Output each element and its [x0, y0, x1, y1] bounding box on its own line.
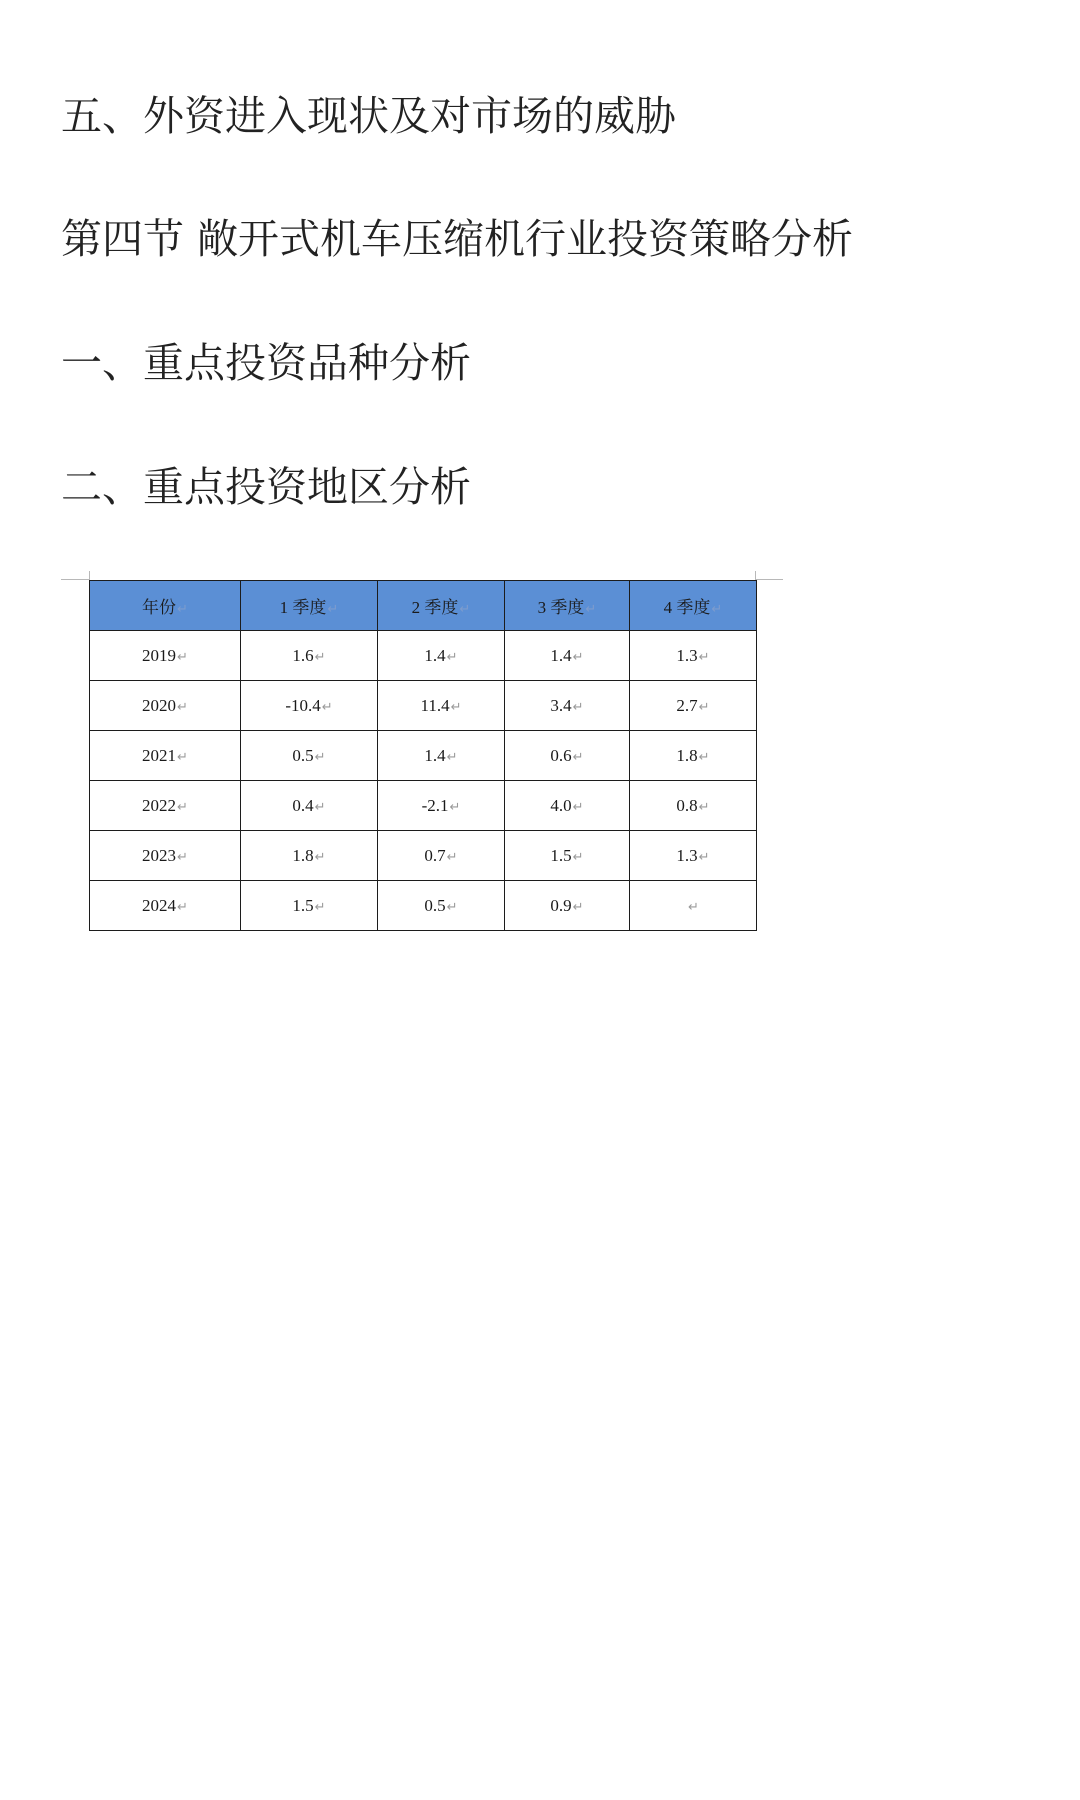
return-mark-icon: ↵	[698, 849, 710, 865]
return-mark-icon: ↵	[698, 749, 710, 765]
cell-text: 1.5	[292, 895, 314, 915]
year-cell	[90, 631, 241, 681]
cell-text: 4.0	[550, 795, 572, 815]
value-cell	[241, 881, 378, 931]
cell-text: 1.4	[550, 645, 572, 665]
value-cell	[630, 681, 757, 731]
return-mark-icon: ↵	[177, 749, 188, 765]
year-cell	[90, 781, 241, 831]
value-cell	[630, 831, 757, 881]
value-cell	[378, 631, 505, 681]
return-mark-icon: ↵	[572, 799, 584, 815]
column-header-label: 年份	[142, 598, 177, 617]
cell-text: 1.4	[424, 645, 446, 665]
cell-text: 1.5	[550, 845, 572, 865]
return-mark-icon: ↵	[177, 899, 188, 915]
return-mark-icon: ↵	[314, 849, 326, 865]
column-header	[241, 581, 378, 631]
column-header-label: 1 季度	[279, 598, 327, 617]
column-header	[90, 581, 241, 631]
cell-text: 1.6	[292, 645, 314, 665]
value-cell	[505, 681, 630, 731]
table-row	[90, 881, 757, 931]
cell-text: 3.4	[550, 695, 572, 715]
return-mark-icon: ↵	[314, 749, 326, 765]
cell-text: 1.4	[424, 745, 446, 765]
year-cell	[90, 881, 241, 931]
return-mark-icon: ↵	[446, 649, 458, 665]
crop-mark-left	[61, 579, 89, 580]
table-row	[90, 681, 757, 731]
return-mark-icon: ↵	[585, 602, 597, 617]
table-row	[90, 631, 757, 681]
year-cell	[90, 731, 241, 781]
cell-text: 0.5	[292, 745, 314, 765]
cell-text: 2.7	[676, 695, 698, 715]
crop-mark-left-vertical	[89, 571, 90, 580]
return-mark-icon: ↵	[177, 699, 188, 715]
value-cell	[505, 731, 630, 781]
cell-text: 2024	[142, 895, 177, 915]
column-header	[630, 581, 757, 631]
value-cell	[505, 831, 630, 881]
table-row	[90, 831, 757, 881]
value-cell	[241, 631, 378, 681]
cell-text: 1.8	[292, 845, 314, 865]
cell-text: 0.9	[550, 895, 572, 915]
cell-text: 2019	[142, 645, 177, 665]
cell-text: 2023	[142, 845, 177, 865]
crop-mark-right-vertical	[755, 571, 756, 580]
section-heading-foreign-capital: 五、外资进入现状及对市场的威胁	[61, 92, 676, 140]
column-header-label: 3 季度	[537, 598, 585, 617]
value-cell	[378, 881, 505, 931]
year-cell	[90, 831, 241, 881]
return-mark-icon: ↵	[446, 849, 458, 865]
cell-text: -2.1	[421, 795, 449, 815]
return-mark-icon: ↵	[177, 602, 188, 617]
column-header-label: 4 季度	[663, 598, 711, 617]
return-mark-icon: ↵	[459, 602, 471, 617]
return-mark-icon: ↵	[449, 799, 461, 815]
return-mark-icon: ↵	[321, 699, 333, 715]
cell-text: 1.8	[676, 745, 698, 765]
cell-text: 0.8	[676, 795, 698, 815]
value-cell	[378, 831, 505, 881]
value-cell	[505, 881, 630, 931]
cell-text: 2020	[142, 695, 177, 715]
value-cell	[241, 831, 378, 881]
return-mark-icon: ↵	[572, 699, 584, 715]
value-cell	[630, 781, 757, 831]
section-heading-key-products: 一、重点投资品种分析	[61, 339, 471, 387]
return-mark-icon: ↵	[572, 899, 584, 915]
cell-text: 2022	[142, 795, 177, 815]
return-mark-icon: ↵	[177, 849, 188, 865]
return-mark-icon: ↵	[314, 899, 326, 915]
column-header-label: 2 季度	[411, 598, 459, 617]
cell-text: 0.4	[292, 795, 314, 815]
return-mark-icon: ↵	[177, 649, 188, 665]
table-body	[90, 631, 757, 931]
return-mark-icon: ↵	[450, 699, 462, 715]
cell-text: 2021	[142, 745, 177, 765]
value-cell	[630, 881, 757, 931]
value-cell	[378, 731, 505, 781]
value-cell	[630, 631, 757, 681]
value-cell	[241, 731, 378, 781]
column-header	[378, 581, 505, 631]
section-heading-key-regions: 二、重点投资地区分析	[61, 463, 471, 511]
value-cell	[505, 631, 630, 681]
value-cell	[630, 731, 757, 781]
value-cell	[505, 781, 630, 831]
return-mark-icon: ↵	[572, 649, 584, 665]
return-mark-icon: ↵	[698, 649, 710, 665]
return-mark-icon: ↵	[446, 899, 458, 915]
cell-text: 1.3	[676, 645, 698, 665]
section-heading-investment-strategy: 第四节 敞开式机车压缩机行业投资策略分析	[61, 215, 854, 263]
cell-text: 1.3	[676, 845, 698, 865]
return-mark-icon: ↵	[698, 699, 710, 715]
return-mark-icon: ↵	[327, 602, 339, 617]
return-mark-icon: ↵	[314, 649, 326, 665]
year-cell	[90, 681, 241, 731]
table-header-row	[90, 581, 757, 631]
table-row	[90, 731, 757, 781]
cell-text: -10.4	[285, 695, 321, 715]
return-mark-icon: ↵	[698, 799, 710, 815]
cell-text: 11.4	[420, 695, 450, 715]
return-mark-icon: ↵	[711, 602, 723, 617]
value-cell	[241, 681, 378, 731]
value-cell	[378, 681, 505, 731]
value-cell	[241, 781, 378, 831]
return-mark-icon: ↵	[572, 749, 584, 765]
cell-text: 0.5	[424, 895, 446, 915]
crop-mark-right	[755, 579, 783, 580]
return-mark-icon: ↵	[314, 799, 326, 815]
return-mark-icon: ↵	[572, 849, 584, 865]
cell-text: 0.7	[424, 845, 446, 865]
quarterly-data-table	[89, 580, 757, 931]
value-cell	[378, 781, 505, 831]
cell-text: 0.6	[550, 745, 572, 765]
return-mark-icon: ↵	[446, 749, 458, 765]
return-mark-icon: ↵	[688, 899, 699, 915]
column-header	[505, 581, 630, 631]
return-mark-icon: ↵	[177, 799, 188, 815]
table-row	[90, 781, 757, 831]
